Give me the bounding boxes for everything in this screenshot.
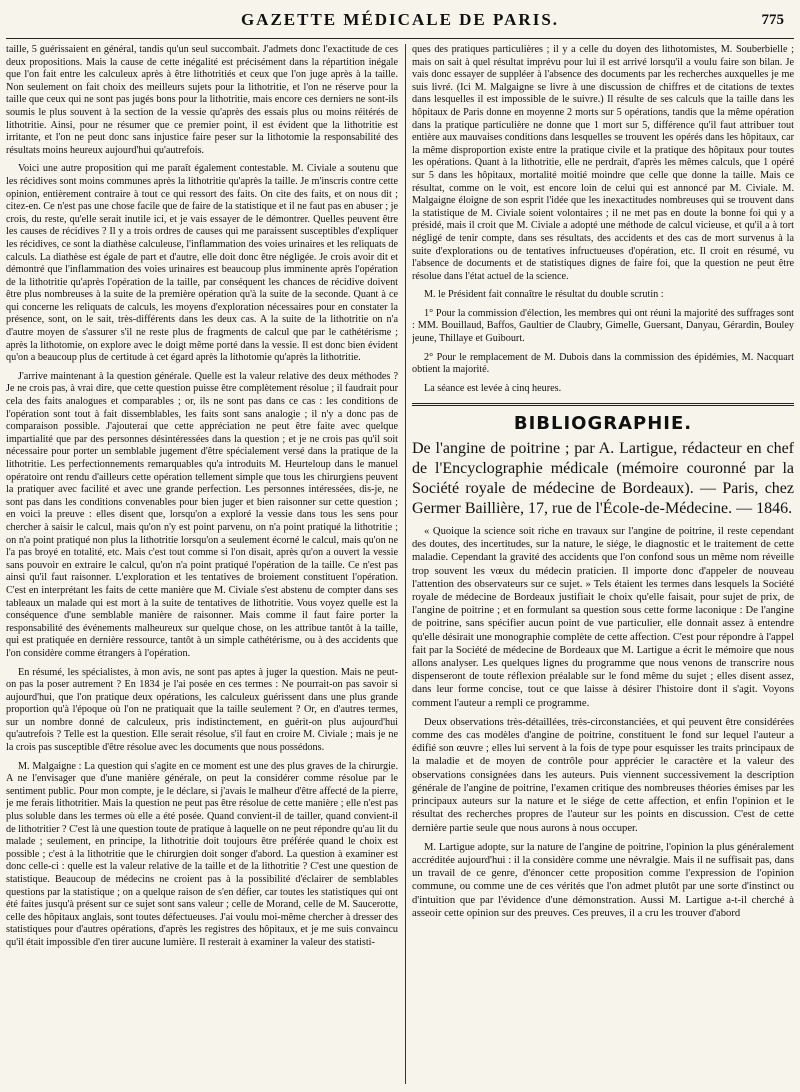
bibliography-paragraph: Deux observations très-détaillées, très-circonstanciées, et qui peuvent être considérées comme des cas modèles d'angine de poitrine, constituent le fond sur lequel l'auteur a édifié son œuvre ; elles lui servent à la fois de type pour esquisser les traits principaux de la maladie et de moyen de contrôle pour apprécier le caractère et la valeur des observations consignées dans les auteurs. Puis viennent successivement la description générale de l'angine de poitrine, l'examen critique des nombreuses théories émises par les principaux auteurs sur la nature et le siége de cette affection, et enfin l'opinion et le résultat des recherches propres de l'auteur sur les points en discussion. C'est de cette dernière partie seule que nous aurons à nous occuper. bbox=[412, 716, 794, 834]
header-rule bbox=[6, 38, 794, 39]
bibliography-heading: De l'angine de poitrine ; par A. Lartigue, rédacteur en chef de l'Encyclographie médicale (mémoire couronné par la Société royale de médecine de Bordeaux). — Paris, chez Germer Baillière, 17, rue de l'École-de-Médecine. — 1846. bbox=[412, 440, 794, 518]
running-head-title: GAZETTE MÉDICALE DE PARIS. bbox=[240, 10, 560, 29]
section-rule bbox=[412, 403, 794, 406]
left-paragraph: Voici une autre proposition qui me paraît également contestable. M. Civiale a soutenu que les récidives sont moins communes après la lithotritie qu'après la taille. Je m'inscris contre cette opinion, entièrement contraire à tout ce qui ressort des faits. On cite des faits, et on nous dit ; citez-en. Ce n'est pas une chose facile que de faire de la statistique et il ne faut pas en abuser ; je crois, du reste, qu'elle serait inutile ici, et je vais essayer de le démontrer. Quelles peuvent être les causes de récidives ? Il y a trois ordres de causes qui me paraissent susceptibles d'expliquer les récidives, ce sont la diathèse calculeuse, l'inflammation des voies urinaires et les reliquats de calculs. La diathèse est égale de part et d'autre, elle doit donc être négligée. Je crois avoir dit et démontré que l'inflammation des voies urinaires est beaucoup plus imminente après l'opération de la lithotritie qu'après l'opération de la taille, par conséquent les chances de récidive doivent être plus nombreuses à la suite de la première opération qu'à la suite de la seconde. Quant à ce qui concerne les reliquats de calculs, les moyens d'exploration nécessaires pour en constater la présence, sont, on le sait, très-différents dans les deux cas. A la suite de la lithotritie on n'a d'autre moyen de s'assurer s'il ne reste plus de fragments de calcul que par le cathétérisme ; après la lithotomie, on explore avec le doigt même porté dans la vessie. Il est donc bien évident qu'on a beaucoup plus de certitude à cet égard après la lithotomie qu'après la lithotritie. bbox=[6, 163, 398, 364]
page-number: 775 bbox=[761, 12, 784, 28]
left-paragraph: J'arrive maintenant à la question générale. Quelle est la valeur relative des deux méthodes ? Je ne crois pas, à vrai dire, que cette question puisse être complètement résolue ; il faudrait pour cela des faits analogues et comparables ; or, ils ne sont pas dans ce cas : les conditions de l'opération sont tout à fait dissemblables, les faits sont sans analogie ; il n'y a donc pas de comparaison possible. J'ajouterai que cette appréciation ne peut être faite avec quelque impartialité que par des personnes désintéressées dans la question ; et je ne crois pas qu'il soit nécessaire pour porter un semblable jugement d'être spécialement versé dans la pratique de la lithotritie. Les perfectionnements remarquables qu'a introduits M. Heurteloup dans le manuel opératoire ont rendu d'ailleurs cette opération tellement simple que tous les chirurgiens peuvent la pratiquer avec facilité et avec une grande perfection. Les personnes intéressées, dis-je, ne sont pas dans les conditions convenables pour bien juger et bien raisonner sur cette question ; en voici la preuve : elles disent que, lorsqu'on a exploré la vessie dans tous les sens pour chercher à saisir le calcul, mais qu'on n'y est point parvenu, on n'a point pratiqué la lithotritie ; on n'a point pratiqué non plus la lithotritie lorsqu'on a seulement écorné le calcul, mais qu'on ne l'a pas broyé en totalité, etc. Mais c'est tout comme si l'on disait, après qu'on a ouvert la vessie sans pouvoir en extraire le calcul, qu'on n'a point pratiqué l'opération de la taille. Ce n'est pas ainsi qu'il faut raisonner. L'exploration et les tentatives de broiement constituent l'opération. C'est en interprétant les faits de cette manière que M. Civiale s'est abstenu de compter dans ses tableaux un malade qui est mort à la suite de tentatives de lithotritie. Vous voyez quelle est la conséquence d'une semblable manière de raisonner. Mais comme il faut faire porter la responsabilité des événements malheureux sur quelque chose, on les attribue tantôt à la taille, qui est pratiquée en dernière ressource, tantôt à un simple cathétérisme, ou à des accidents que l'on considère comme étrangers à l'opération. bbox=[6, 370, 398, 659]
bibliography-title: BIBLIOGRAPHIE. bbox=[513, 413, 693, 435]
president-intro: M. le Président fait connaître le résultat du double scrutin : bbox=[424, 289, 664, 301]
bibliography-paragraph: « Quoique la science soit riche en travaux sur l'angine de poitrine, il reste cependant des doutes, des incertitudes, sur la nature, le siége, le diagnostic et le traitement de cette maladie. Cependant la gravité des accidents que l'on confond sous un même nom réveille trop souvent les vœux du médecin praticien. Il importe donc d'appeler de nouveau l'attention des observateurs sur ce sujet. » Tels étaient les termes dans lesquels la Société royale de médecine de Bordeaux justifiait le choix qu'elle faisait, pour sujet de prix, de l'angine de poitrine ; et en formulant sa question sous cette forme laconique : De l'angine de poitrine, sans spécifier aucun point de vue particulier, elle donnait assez à entendre qu'elle désirait une monographie complète de cette affection. C'est pour répondre à l'appel fait par la Société de médecine de Bordeaux que M. Lartigue a écrit le mémoire que nous allons analyser. Les quelques lignes du programme que nous venons de transcrire nous dispenseront de toute réflexion préalable sur le fond même du sujet ; elles disent assez, dans leur forme concise, tout ce que laisse à désirer l'histoire dont il s'agit. Voyons comment l'auteur a rempli ce programme. bbox=[412, 526, 794, 709]
session-closing: La séance est levée à cinq heures. bbox=[424, 382, 562, 394]
bibliography-paragraph: M. Lartigue adopte, sur la nature de l'angine de poitrine, l'opinion la plus généralement accréditée aujourd'hui : il la considère comme une névralgie. Mais il ne suffisait pas, dans un travail de ce genre, d'énoncer cette proposition comme l'expression de l'opinion commune, ou comme une de ces vérités que l'on admet plutôt par une sorte d'instinct ou d'intuition que par l'évidence d'une démonstration. Aussi M. Lartigue a-t-il cherché à asseoir cette opinion sur des preuves. Ces preuves, il a cru les trouver d'abord bbox=[412, 841, 794, 919]
column-divider bbox=[405, 44, 406, 1084]
left-paragraph: En résumé, les spécialistes, à mon avis, ne sont pas aptes à juger la question. Mais ne peut-on pas la poser autrement ? En 1834 je l'ai posée en ces termes : Ne pourrait-on pas savoir si aujourd'hui, que l'on pratique deux opérations, les calculeux guérissent dans une plus grande proportion qu'à l'époque où l'on ne pratiquait que la taille seulement ? Or, en d'autres termes, sur un nombre donné de calculeux, pris indistinctement, en guérit-on plus aujourd'hui qu'autrefois ? Telle est la question. Elle serait résolue, s'il faut en croire M. Civiale ; mais je ne la crois pas susceptible d'être résolue avec les documents que nous possédons. bbox=[6, 666, 398, 754]
vote-result: 1° Pour la commission d'élection, les membres qui ont réuni la majorité des suffrages sont : MM. Bouillaud, Baffos, Gaultier de Claubry, Gimelle, Guersant, Danyau, Gérardin, Bouley jeune, Thillaye et Guibourt. bbox=[412, 307, 794, 345]
right-paragraph: ques des pratiques particulières ; il y a celle du doyen des lithotomistes, M. Souberbielle ; mais on sait à quel résultat imprévu pour lui il est arrivé lorsqu'il a voulu faire son bilan. Je vais donc essayer de suppléer à l'absence des documents par les recherches auxquelles je me suis livré. (Ici M. Malgaigne se livre à une discussion de chiffres et de citations de textes dans lesquelles il est impossible de le suivre.) Il résulte de ses calculs que la taille dans les hôpitaux de Paris donne en moyenne 2 morts sur 5 opérations, tandis que la même opération dans la pratique particulière ne donne que 1 mort sur 5, différence qu'il faut attribuer tout entière aux mauvaises conditions dans lesquelles se trouvent les opérés dans les hôpitaux, car la même disproportion existe entre la pratique civile et la pratique des hôpitaux pour toutes les opérations. Quant à la lithotritie, elle ne perdrait, d'après les mêmes calculs, que 1 opéré sur 5 dans les hôpitaux, mortalité moitié moindre que celle que donne la taille. Mais ce résultat, comme on le voit, est encore loin de celui qui est annoncé par M. Civiale. M. Malgaigne éloigne de son esprit l'idée que les inexactitudes nombreuses qui se trouvent dans la statistique de M. Civiale soient volontaires ; il ne met pas en doute la bonne foi qui y a présidé, mais il croit que M. Civiale a adopté une méthode de calcul vicieuse, et qu'il a à tort négligé de tenir compte, dans ses résultats, des accidents et des cas de mort survenus à la suite d'explorations ou de tentatives infructueuses d'opération, etc. Il croit en résumé, vu l'absence de documents et de statistiques dignes de faire foi, que la question ne peut être résolue dans l'état actuel de la science. bbox=[412, 44, 794, 282]
left-paragraph: taille, 5 guérissaient en général, tandis qu'un seul succombait. J'admets donc l'exactitude de ces deux propositions. Mais la cause de cette inégalité est précisément dans la répartition inégale que l'on fait entre les calculeux après à être lithotritiés et ceux que l'on juge après à la taille. Non seulement on fait choix des meilleurs sujets pour la lithotritie, et l'on ne réserve pour la taille que ceux qui ne sont pas jugés bons pour la lithotritie, mais encore ces derniers ne sont-ils soumis le plus souvent à la section de la vessie qu'après des essais plus ou moins réitérés de lithotritie. Ainsi, pour ne résumer que ce premier point, il est évident que la lithotritie est irritante, et l'on ne peut donc sans injustice faire peser sur la lithotomie la responsabilité des résultats moins heureux aujourd'hui qu'autrefois. bbox=[6, 44, 398, 156]
bibliography-body bbox=[412, 525, 794, 920]
left-column bbox=[6, 44, 398, 1084]
vote-result: 2° Pour le remplacement de M. Dubois dans la commission des épidémies, M. Nacquart obtient la majorité. bbox=[412, 351, 794, 376]
right-column bbox=[412, 44, 794, 1084]
left-paragraph: M. Malgaigne : La question qui s'agite en ce moment est une des plus graves de la chirurgie. A ne l'envisager que d'une manière générale, on peut la considérer comme résolue par le sentiment public. Pour mon compte, je le déclare, si j'avais le malheur d'être affecté de la pierre, je me ferais lithotritier. Mais la question ne peut pas être résolue de cette manière ; elle n'est pas plus soluble dans les termes où elle a été posée. Quand convient-il de tailler, quand convient-il de lithotritier ? C'est là une question toute de pratique à laquelle on ne peut répondre qu'au lit du malade ; seulement, en principe, la lithotritie doit toujours être préférée quand le choix est possible ; c'est à la lithotritie que le chirurgien doit songer d'abord. La question à examiner est donc celle-ci : quelle est la valeur relative de la taille et de la lithotritie ? C'est une question de statistique. Beaucoup de médecins ne croient pas à la possibilité d'éclairer de semblables questions par la statistique ; on a quelque raison de s'en défier, car toutes les statistiques qui ont été faites jusqu'à présent sur ce sujet sont sans valeur ; celle de Morand, celle de M. Saucerotte, celle des hôpitaux anglais, sont toutes défectueuses. J'ai voulu moi-même chercher à dresser des statistiques pour d'autres opérations, d'après les registres des hôpitaux, et je me suis convaincu qu'il était impossible d'en tirer aucune lumière. Il resterait à examiner la valeur des statisti- bbox=[6, 760, 398, 948]
